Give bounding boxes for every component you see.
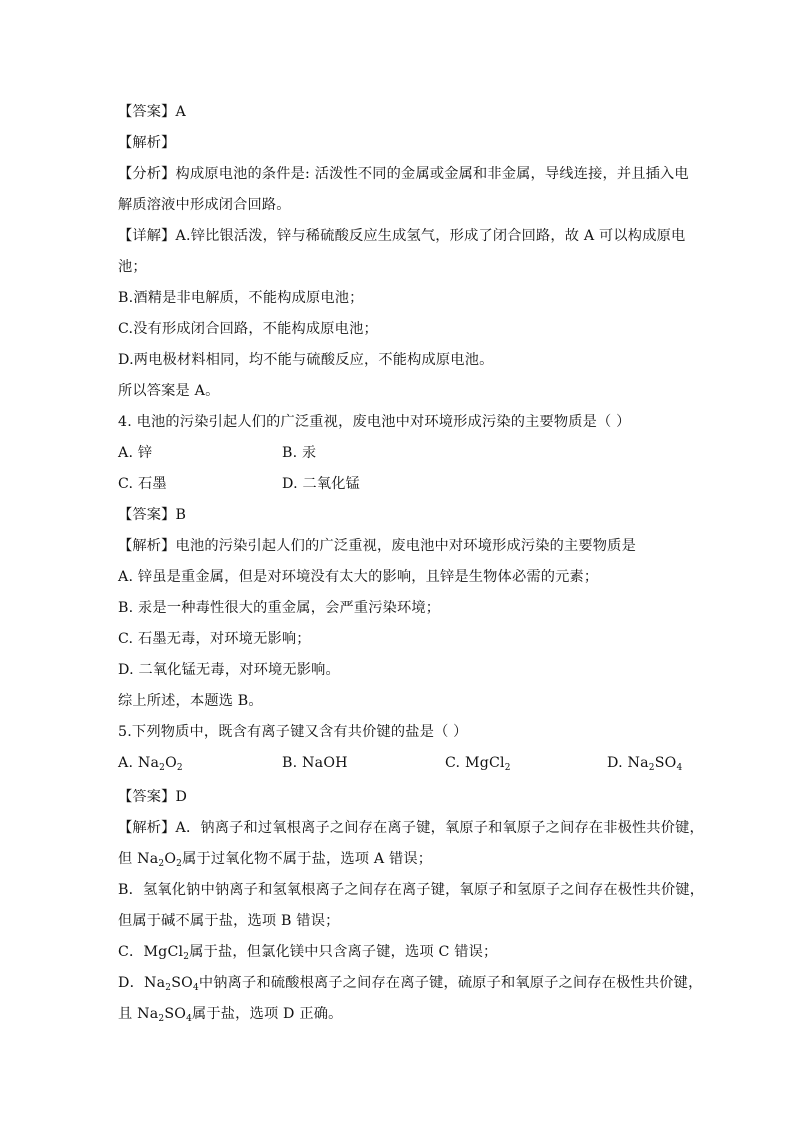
q3-analysis-heading: 【解析】: [118, 135, 176, 151]
q5-explain-c: C．MgCl$_2$属于盐，但氯化镁中只含离子键，选项 C 错误；: [118, 944, 498, 962]
q5-option-b: B. NaOH: [282, 755, 348, 771]
q3-detail-b: B.酒精是非电解质，不能构成原电池；: [118, 290, 364, 306]
q5-option-d: D. $Na_2SO_4$: [607, 755, 683, 773]
q4-option-c: C. 石墨: [118, 476, 167, 492]
q3-analysis-line-1: 【分析】构成原电池的条件是: 活泼性不同的金属或金属和非金属，导线连接，并且插入电: [118, 166, 689, 182]
q5-answer: 【答案】D: [118, 789, 188, 805]
q4-conclusion: 综上所述，本题选 B。: [118, 693, 263, 709]
q3-analysis-line-2: 解质溶液中形成闭合回路。: [118, 197, 291, 213]
q3-detail-line-1: 【详解】A.锌比银活泼，锌与稀硫酸反应生成氢气，形成了闭合回路，故 A 可以构成原电: [118, 228, 686, 244]
q4-explain-b: B. 汞是一种毒性很大的重金属，会严重污染环境；: [118, 600, 441, 616]
q4-option-a: A. 锌: [118, 445, 153, 461]
q3-detail-d: D.两电极材料相同，均不能与硫酸反应，不能构成原电池。: [118, 352, 494, 368]
q5-explain-b-line-2: 但属于碱不属于盐，选项 B 错误；: [118, 913, 340, 929]
q5-stem: 5.下列物质中，既含有离子键又含有共价键的盐是（ ）: [118, 724, 468, 740]
q5-explain-d-line-2: 且 $Na_2SO_4$属于盐，选项 D 正确。: [118, 1006, 343, 1024]
q5-explain-a-line-2: 但 $Na_2O_2$属于过氧化物不属于盐，选项 A 错误；: [118, 851, 433, 869]
q3-detail-c: C.没有形成闭合回路，不能构成原电池；: [118, 321, 378, 337]
q4-explain-c: C. 石墨无毒，对环境无影响；: [118, 631, 311, 647]
q4-explain-d: D. 二氧化锰无毒，对环境无影响。: [118, 662, 340, 678]
q4-option-d: D. 二氧化锰: [282, 476, 361, 492]
q3-detail-line-2: 池；: [118, 259, 147, 275]
q3-answer: 【答案】A: [118, 104, 186, 120]
q4-explain-a: A. 锌虽是重金属，但是对环境没有太大的影响，且锌是生物体必需的元素；: [118, 569, 599, 585]
q5-option-c: C. MgCl$_2$: [445, 755, 511, 773]
q4-answer: 【答案】B: [118, 507, 187, 523]
q3-conclusion: 所以答案是 A。: [118, 383, 220, 399]
q4-analysis: 【解析】电池的污染引起人们的广泛重视，废电池中对环境形成污染的主要物质是: [118, 538, 636, 554]
q5-explain-d-line-1: D．$Na_2SO_4$中钠离子和硫酸根离子之间存在离子键，硫原子和氧原子之间存在极性共价键，: [118, 975, 703, 993]
q5-explain-a-line-1: 【解析】A．钠离子和过氧根离子之间存在离子键，氧原子和氧原子之间存在非极性共价键，: [118, 820, 704, 836]
q4-stem: 4. 电池的污染引起人们的广泛重视，废电池中对环境形成污染的主要物质是（ ）: [118, 414, 631, 430]
q5-option-a: A. $Na_2O_2$: [118, 755, 183, 773]
q4-option-b: B. 汞: [282, 445, 317, 461]
q5-explain-b-line-1: B．氢氧化钠中钠离子和氢氧根离子之间存在离子键，氧原子和氢原子之间存在极性共价键，: [118, 882, 705, 898]
